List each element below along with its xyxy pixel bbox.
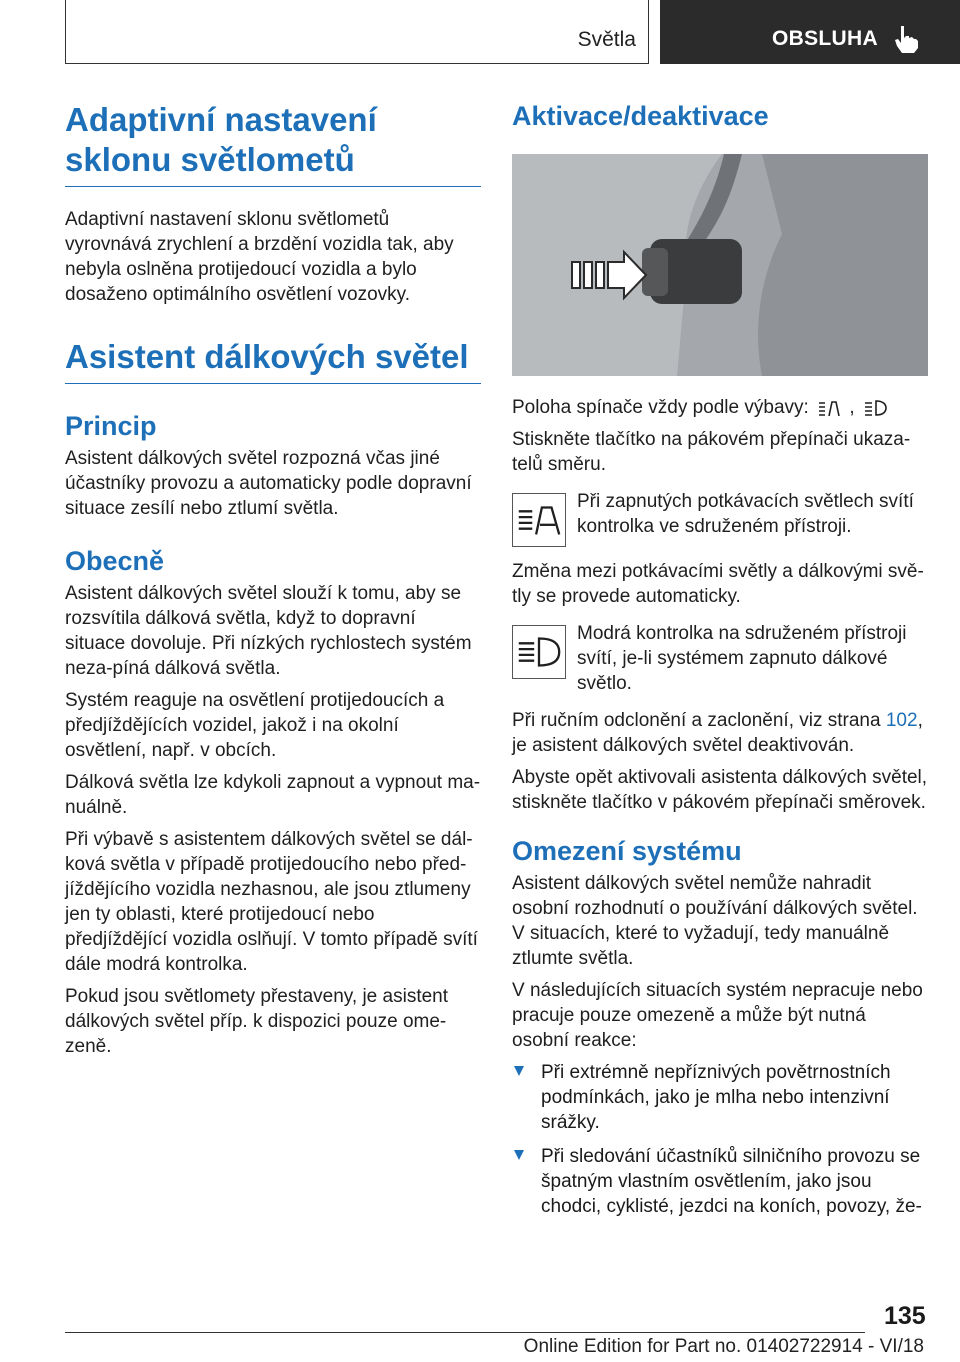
hand-pointer-icon <box>892 24 920 54</box>
list-item <box>512 1060 928 1135</box>
heading-adaptive-leveling: Adaptivní nastavení sklonu světlometů <box>65 100 481 187</box>
high-beam-assistant-indicator-icon <box>512 493 566 547</box>
auto-change-text: Změna mezi potkávacími světly a dálkovými svě-tly se provede automaticky. <box>512 561 924 607</box>
switch-position-text <box>512 395 928 420</box>
heading-general: Obecně <box>65 546 165 576</box>
press-button-text: Stiskněte tlačítko na pákovém přepínači ukaza-telů směru. <box>512 429 911 475</box>
left-column <box>65 100 481 1066</box>
general-text-5: Pokud jsou světlomety přestaveny, je asistent dálkových světel příp. k dispozici pouze ome-zeně. <box>65 986 449 1057</box>
general-text-1: Asistent dálkových světel slouží k tomu, aby se rozsvítila dálková světla, když to dopravní situace dovoluje. Při nízkých rychlostech systém neza-píná dálková světla. <box>65 583 472 679</box>
note-high-beam <box>512 621 928 696</box>
manual-dimming-text <box>512 708 928 758</box>
limits-text-1: Asistent dálkových světel nemůže nahradit osobní rozhodnutí o používání dálkových světel. V situacích, které to vyžadují, tedy manuálně ztlumte světla. <box>512 873 918 969</box>
heading-system-limits: Omezení systému <box>512 836 742 866</box>
list-item-text: Při extrémně nepříznivých povětrnostních podmínkách, jako je mlha nebo intenzivní srážky. <box>541 1062 891 1133</box>
heading-high-beam-assistant: Asistent dálkových světel <box>65 337 481 384</box>
page-number: 135 <box>884 1302 926 1330</box>
general-text-4: Při výbavě s asistentem dálkových světel se dál-ková světla v případě protijedoucího nebo před-jíždějícího vozidla nezhasnou, ale jsou ztlumeny jen ty oblasti, které protijedoucí nebo předjíždějící vozidla oslňují. V tomto případě svítí dále modrá kontrolka. <box>65 829 478 975</box>
manual-dimming-text-b: , je asistent dálkových světel deaktivován. <box>512 710 923 756</box>
note-high-beam-text: Modrá kontrolka na sdruženém přístroji svítí, je-li systémem zapnuto dálkové světlo. <box>577 623 907 694</box>
note-low-beam-text: Při zapnutých potkávacích světlech svítí kontrolka ve sdruženém přístroji. <box>577 491 914 537</box>
limits-text-2: V následujících situacích systém nepracuje nebo pracuje pouze omezeně a může být nutná osobní reakce: <box>512 980 923 1051</box>
high-beam-assistant-icon <box>818 398 840 418</box>
list-item-text: Při sledování účastníků silničního provozu se špatným vlastním osvětlením, jako jsou chodci, cyklisté, jezdci na koních, povozy, že- <box>541 1146 922 1217</box>
manual-dimming-text-a: Při ručním odclonění a zaclonění, viz strana <box>512 710 881 731</box>
bullet-arrow-icon <box>514 1150 524 1160</box>
principle-text: Asistent dálkových světel rozpozná včas jiné účastníky provozu a automaticky podle dopravní situace zesílí nebo ztlumí světla. <box>65 448 472 519</box>
general-text-2: Systém reaguje na osvětlení protijedoucích a předjíždějících vozidel, jakož i na okolní osvětlení, např. v obcích. <box>65 690 445 761</box>
section-title: Světla <box>577 28 636 51</box>
bullet-arrow-icon <box>514 1066 524 1076</box>
heading-principle: Princip <box>65 411 157 441</box>
chapter-label: OBSLUHA <box>772 27 878 50</box>
header-tab <box>65 0 649 64</box>
turn-signal-lever-photo <box>512 154 928 376</box>
note-low-beam <box>512 489 928 547</box>
footer-divider <box>65 1332 865 1333</box>
heading-activation: Aktivace/deaktivace <box>512 101 769 131</box>
edition-text: Online Edition for Part no. 01402722914 - VI/18 <box>523 1336 924 1357</box>
reactivate-text: Abyste opět aktivovali asistenta dálkových světel, stiskněte tlačítko v pákovém přepínači směrovek. <box>512 767 928 813</box>
switch-position-label: Poloha spínače vždy podle výbavy: <box>512 397 809 418</box>
high-beam-headlight-icon <box>864 398 888 418</box>
limits-list <box>512 1060 928 1219</box>
general-text-3: Dálková světla lze kdykoli zapnout a vypnout ma-nuálně. <box>65 772 481 818</box>
switch-position-separator: , <box>849 397 855 418</box>
right-column <box>512 100 928 1228</box>
adaptive-leveling-text: Adaptivní nastavení sklonu světlometů vyrovnává zrychlení a brzdění vozidla tak, aby nebyla oslněna protijedoucí vozidla a bylo dosaženo optimálního osvětlení vozovky. <box>65 209 454 305</box>
high-beam-indicator-icon <box>512 625 566 679</box>
page-reference-link[interactable]: 102 <box>885 710 918 731</box>
list-item <box>512 1144 928 1219</box>
